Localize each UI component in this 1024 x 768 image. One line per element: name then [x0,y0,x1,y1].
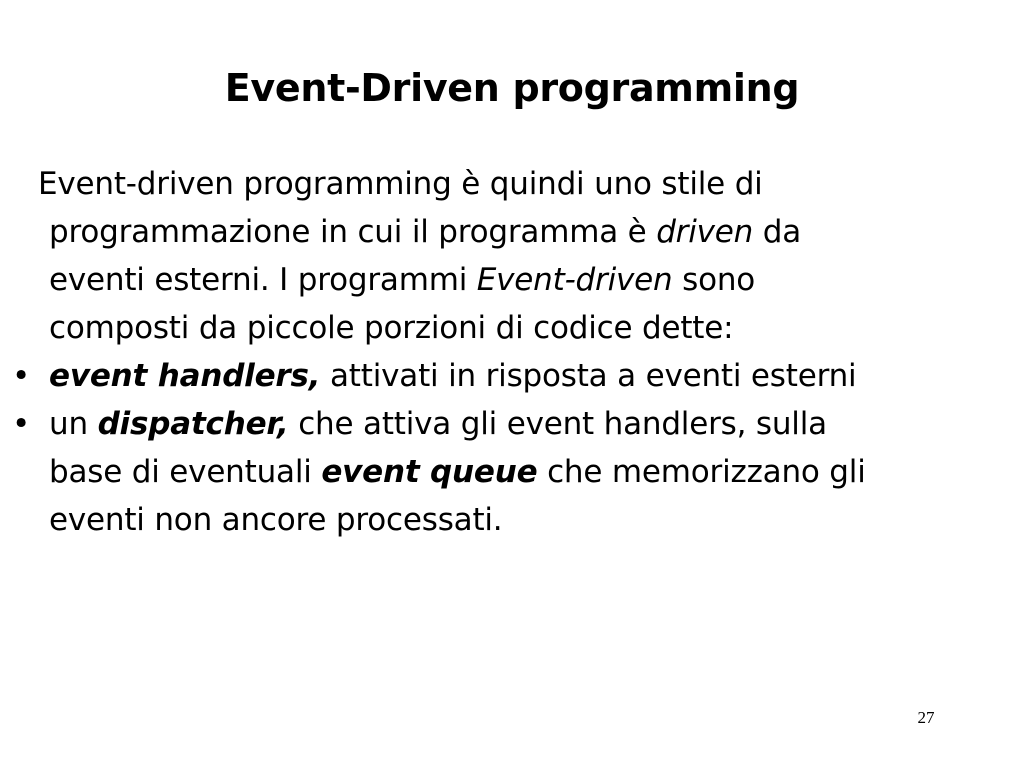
slide-title: Event-Driven programming [224,66,800,110]
slide-body [0,160,1024,544]
bullet-marker: • [12,358,31,394]
bullet-2-line-2 [0,448,1024,496]
bullet-2-prefix: un [49,406,98,442]
intro-line-3-text-a: eventi esterni. I programmi [49,262,477,298]
intro-line-2 [0,208,1024,256]
intro-line-3 [0,256,1024,304]
intro-paragraph [0,160,1024,352]
intro-line-2-text-a: programmazione in cui il programma è [49,214,657,250]
page-number: 27 [917,708,935,727]
bullet-2-line-2-text-b: che memorizzano gli [537,454,866,490]
bullet-1-text: attivati in risposta a eventi esterni [320,358,857,394]
bullet-2-line-3: eventi non ancore processati. [49,502,503,538]
intro-line-4: composti da piccole porzioni di codice dette: [49,310,734,346]
driven-emphasis: driven [656,214,754,250]
event-driven-emphasis: Event-driven [476,262,673,298]
intro-line-3-text-b: sono [672,262,756,298]
event-queue-term: event queue [321,454,538,490]
intro-line-1: Event-driven programming è quindi uno stile di [38,166,763,202]
bullet-2-line-1 [0,400,1024,448]
dispatcher-comma: , [276,406,289,442]
event-handlers-comma: , [308,358,321,394]
bullet-2-text: che attiva gli event handlers, sulla [288,406,827,442]
intro-line-2-text-b: da [753,214,802,250]
dispatcher-term: dispatcher [97,406,277,442]
bullet-item-dispatcher [0,400,1024,544]
bullet-1-line-1 [0,352,1024,400]
bullet-marker: • [12,406,31,442]
bullet-2-line-2-text-a: base di eventuali [49,454,322,490]
bullet-item-event-handlers [0,352,1024,400]
event-handlers-term: event handlers [49,358,309,394]
